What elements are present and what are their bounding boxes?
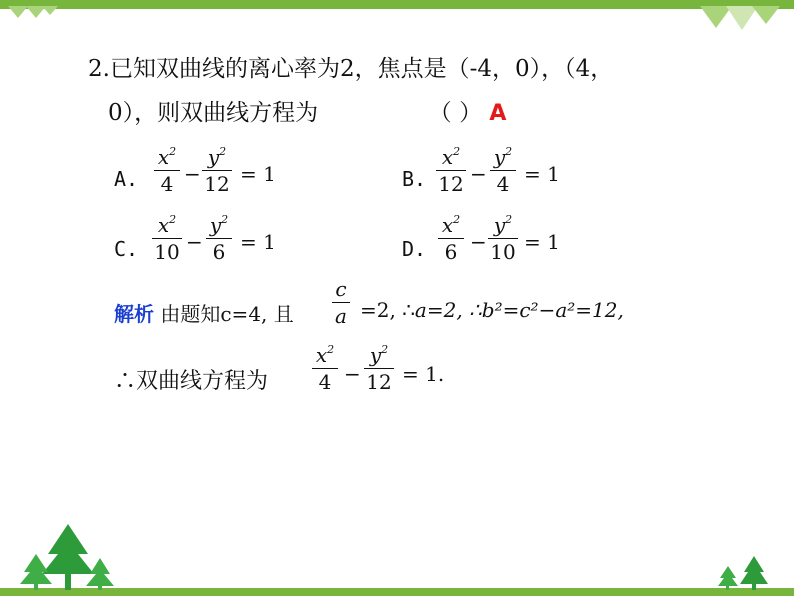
answer-letter: A — [489, 101, 507, 126]
option-a-rhs: = 1 — [240, 162, 276, 186]
option-a-label: A. — [114, 167, 139, 191]
solution-c-over-a-fraction: c a — [332, 278, 350, 327]
solution-label: 解析 — [114, 302, 154, 326]
option-b-label: B. — [402, 167, 427, 191]
final-rhs: = 1. — [402, 362, 445, 386]
option-b-rhs: = 1 — [524, 162, 560, 186]
option-d-x-fraction: $x^2$ 6 — [438, 214, 464, 263]
solution-line-1-rest — [360, 298, 624, 322]
top-decor-bar — [0, 0, 794, 9]
solution-line-1 — [114, 298, 294, 327]
option-c-label: C. — [114, 237, 139, 261]
question-line-2-text: 0），则双曲线方程为 — [108, 100, 319, 126]
option-a-minus: − — [184, 162, 201, 186]
option-d-y-fraction: $y^2$ 10 — [488, 214, 518, 263]
top-right-triangles — [700, 6, 780, 32]
solution-c-eq: c=4, 且 — [220, 302, 294, 326]
tree-group-left-icon — [18, 524, 118, 590]
top-left-triangles — [8, 6, 58, 20]
question-line-2 — [108, 98, 506, 129]
solution-conclusion: ∴双曲线方程为 — [114, 369, 269, 394]
final-minus: − — [344, 362, 361, 386]
option-c-rhs: = 1 — [240, 230, 276, 254]
option-c-y-fraction: $y^2$ 6 — [206, 214, 232, 263]
option-a-y-fraction: $y^2$ 12 — [202, 146, 232, 195]
option-b-minus: − — [470, 162, 487, 186]
answer-blank: （ ） — [428, 100, 483, 126]
final-x-fraction: $x^2$ 4 — [312, 344, 338, 393]
option-c-x-fraction: $x^2$ 10 — [152, 214, 182, 263]
option-b-y-fraction: $y^2$ 4 — [490, 146, 516, 195]
solution-part2: =2, ∴ — [360, 298, 415, 322]
option-b-x-fraction: $x^2$ 12 — [436, 146, 466, 195]
final-y-fraction: $y^2$ 12 — [364, 344, 394, 393]
question-line-1: 2.已知双曲线的离心率为2，焦点是（-4，0），（4， — [88, 56, 614, 82]
option-d-minus: − — [470, 230, 487, 254]
option-c-minus: − — [186, 230, 203, 254]
option-d-rhs: = 1 — [524, 230, 560, 254]
option-d-label: D. — [402, 237, 427, 261]
bottom-decor-bar — [0, 588, 794, 596]
solution-a-eq: a=2, ∴ — [414, 298, 482, 322]
option-a-x-fraction: $x^2$ 4 — [154, 146, 180, 195]
tree-group-right-icon — [714, 556, 774, 590]
solution-part1: 由题知 — [160, 302, 221, 326]
solution-b-eq: b²=c²−a²=12, — [481, 298, 624, 322]
